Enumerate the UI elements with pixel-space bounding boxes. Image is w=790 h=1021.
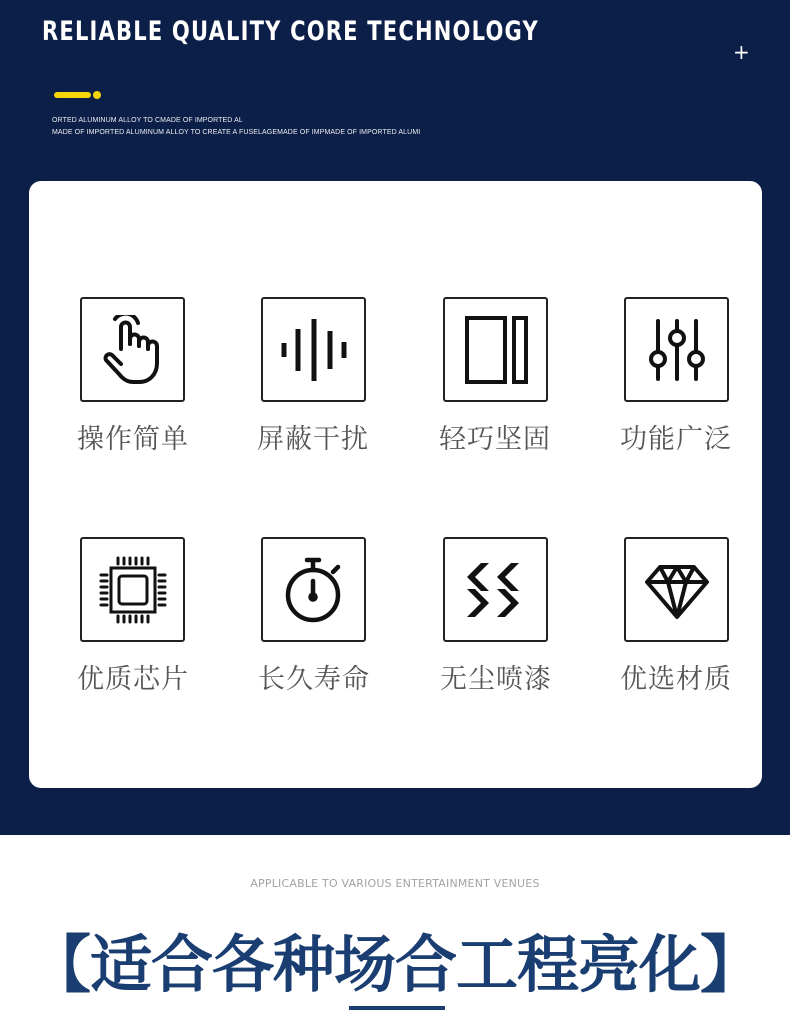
feature-label: 操作简单: [77, 424, 189, 455]
spray-arrows-icon: [443, 537, 548, 642]
feature-label: 屏蔽干扰: [257, 424, 369, 455]
stopwatch-icon: [261, 537, 366, 642]
slim-panel-icon: [443, 297, 548, 402]
diamond-icon: [624, 537, 729, 642]
feature-label: 无尘喷漆: [440, 664, 552, 695]
feature-label: 优选材质: [620, 664, 732, 695]
sound-wave-icon: [261, 297, 366, 402]
feature-label: 长久寿命: [258, 664, 370, 695]
section-title: RELIABLE QUALITY CORE TECHNOLOGY: [42, 16, 539, 47]
venues-title: 【适合各种场合工程亮化】: [28, 928, 761, 1001]
hand-pointer-icon: [80, 297, 185, 402]
sliders-icon: [624, 297, 729, 402]
accent-line: [54, 92, 91, 98]
features-card: [29, 181, 762, 788]
title-underline: [349, 1006, 445, 1010]
venues-subtitle: APPLICABLE TO VARIOUS ENTERTAINMENT VENUES: [250, 877, 540, 890]
small-text-line-2: MADE OF IMPORTED ALUMINUM ALLOY TO CREATE A FUSELAGEMADE OF IMPMADE OF IMPORTED ALUMI: [52, 129, 421, 136]
feature-label: 功能广泛: [620, 424, 732, 455]
plus-icon: +: [733, 40, 750, 64]
small-text-line-1: ORTED ALUMINUM ALLOY TO CMADE OF IMPORTED AL: [52, 117, 243, 124]
feature-label: 轻巧坚固: [439, 424, 551, 455]
accent-dot: [93, 91, 101, 99]
feature-label: 优质芯片: [77, 664, 189, 695]
chip-icon: [80, 537, 185, 642]
